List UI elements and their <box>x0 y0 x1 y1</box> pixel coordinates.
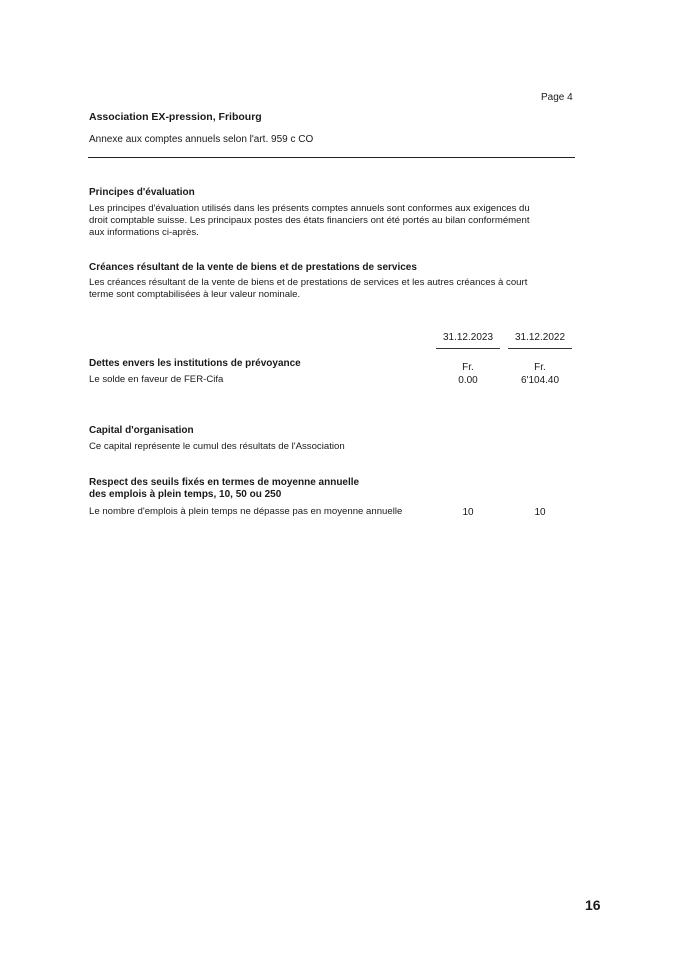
section-title-dettes: Dettes envers les institutions de prévoyance <box>89 358 301 369</box>
column-underline-2023 <box>436 348 500 349</box>
currency-2022: Fr. <box>534 362 546 373</box>
section-text-capital: Ce capital représente le cumul des résultats de l'Association <box>89 441 345 452</box>
column-header-2022: 31.12.2022 <box>514 332 566 343</box>
section-text-principes: Les principes d'évaluation utilisés dans les présents comptes annuels sont conformes aux exigences du droit comptable suisse. Les principaux postes des états financiers ont été portés au bilan conformément aux informations ci-après. <box>89 203 530 239</box>
column-underline-2022 <box>508 348 572 349</box>
section-text-creances: Les créances résultant de la vente de biens et de prestations de services et les autres créances à court terme sont comptabilisées à leur valeur nominale. <box>89 277 528 301</box>
seuils-value-2023: 10 <box>462 507 474 518</box>
seuils-value-2022: 10 <box>534 507 546 518</box>
page-label: Page 4 <box>541 92 573 103</box>
page-number: 16 <box>585 897 601 913</box>
section-text-seuils: Le nombre d'emplois à plein temps ne dépasse pas en moyenne annuelle <box>89 506 403 517</box>
section-title-seuils-line2: des emplois à plein temps, 10, 50 ou 250 <box>89 489 282 500</box>
currency-2023: Fr. <box>462 362 474 373</box>
header-divider <box>88 157 575 158</box>
dettes-value-2023: 0.00 <box>458 375 478 386</box>
document-subtitle: Annexe aux comptes annuels selon l'art. 959 c CO <box>89 134 314 145</box>
organization-name: Association EX-pression, Fribourg <box>89 111 262 123</box>
dettes-value-2022: 6'104.40 <box>520 375 560 386</box>
section-title-principes: Principes d'évaluation <box>89 187 195 198</box>
section-title-seuils-line1: Respect des seuils fixés en termes de moyenne annuelle <box>89 477 360 488</box>
section-title-capital: Capital d'organisation <box>89 425 194 436</box>
section-title-creances: Créances résultant de la vente de biens et de prestations de services <box>89 262 417 273</box>
column-header-2023: 31.12.2023 <box>442 332 494 343</box>
section-text-dettes: Le solde en faveur de FER-Cifa <box>89 374 224 385</box>
